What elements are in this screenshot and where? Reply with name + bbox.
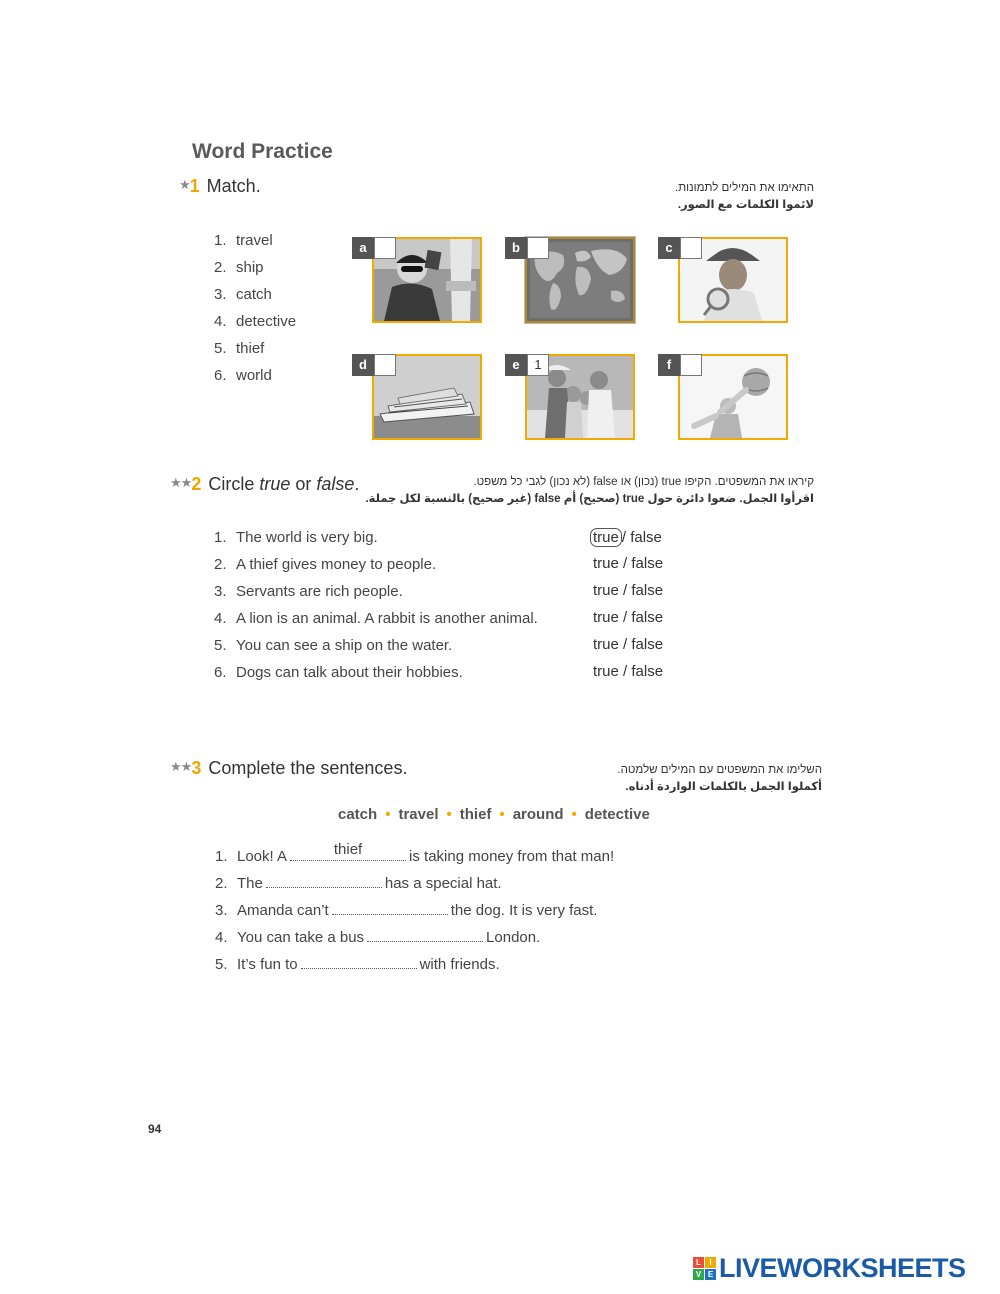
picture-letter-tag: a <box>352 237 374 259</box>
difficulty-stars: ★★ <box>170 475 192 490</box>
sentence-number: 4. <box>215 929 228 946</box>
separator: / <box>618 636 632 653</box>
arabic-instruction: لائموا الكلمات مع الصور. <box>677 199 814 211</box>
sentence-2 <box>215 871 502 894</box>
option-false[interactable]: false <box>631 555 664 572</box>
instruction-true: true <box>259 474 291 494</box>
word-bank-item: thief <box>459 806 492 823</box>
option-true[interactable]: true <box>593 555 619 572</box>
brand-name: LIVEWORKSHEETS <box>719 1252 966 1283</box>
list-item: 4. detective <box>214 313 297 330</box>
list-item: 6. Dogs can talk about their hobbies. <box>214 664 463 681</box>
bullet-icon: • <box>446 806 452 823</box>
list-item: 1. The world is very big. <box>214 529 378 546</box>
picture-letter-tag: b <box>505 237 527 259</box>
answer-box-d[interactable] <box>374 354 396 376</box>
bullet-icon: • <box>385 806 391 823</box>
answer-box-f[interactable] <box>680 354 702 376</box>
sentence-end: with friends. <box>419 956 500 973</box>
option-false[interactable]: false <box>631 663 664 680</box>
answer-box-b[interactable] <box>527 237 549 259</box>
exercise-2-heading <box>170 474 359 495</box>
hebrew-instruction: השלימו את המשפטים עם המילים שלמטה. <box>617 764 822 776</box>
true-false-choice <box>593 609 663 626</box>
arabic-instruction: اقرأوا الجمل. ضعوا دائرة حول true (صحيح) أم false (غير صحيح) بالنسبة لكل جملة. <box>365 493 814 505</box>
list-item: 5. You can see a ship on the water. <box>214 637 453 654</box>
picture-letter-tag: d <box>352 354 374 376</box>
sentence-start: Amanda can’t <box>237 902 329 919</box>
exercise-3-native-instructions <box>617 762 822 796</box>
exercise-instruction: Complete the sentences. <box>208 758 408 778</box>
list-item: 6. world <box>214 367 272 384</box>
exercise-3-heading <box>170 758 407 779</box>
sentence-3 <box>215 898 597 921</box>
option-false[interactable]: false <box>631 609 664 626</box>
picture-c-detective-icon <box>665 237 788 323</box>
hebrew-instruction: התאימו את המילים לתמונות. <box>675 182 814 194</box>
page-number: 94 <box>148 1122 162 1136</box>
option-false[interactable]: false <box>631 582 664 599</box>
exercise-2-native-instructions <box>365 474 814 508</box>
sentence-start: The <box>237 875 263 892</box>
exercise-1-native-instructions <box>675 180 814 214</box>
option-true-selected[interactable]: true <box>590 528 622 547</box>
word-bank-item: detective <box>584 806 650 823</box>
picture-d-ship-icon <box>359 354 482 440</box>
exercise-number: 2 <box>191 474 202 494</box>
sentence-end: London. <box>486 929 541 946</box>
exercise-1-heading <box>179 176 261 197</box>
instruction-or: or <box>290 474 317 494</box>
answer-box-c[interactable] <box>680 237 702 259</box>
answer-blank-5[interactable] <box>301 952 417 969</box>
picture-letter-tag: f <box>658 354 680 376</box>
brand-icon <box>693 1257 716 1280</box>
exercise-number: 3 <box>191 758 202 778</box>
picture-f-catch-ball-icon <box>666 354 788 440</box>
sentence-start: Look! A <box>237 848 288 865</box>
separator: / <box>618 609 632 626</box>
true-false-choice <box>593 582 663 599</box>
sentence-end: is taking money from that man! <box>409 848 615 865</box>
word-bank <box>338 806 650 823</box>
word-bank-item: catch <box>338 806 378 823</box>
picture-letter-tag: c <box>658 237 680 259</box>
answer-box-e[interactable]: 1 <box>527 354 549 376</box>
separator: / <box>618 555 632 572</box>
bullet-icon: • <box>571 806 577 823</box>
list-item: 1. travel <box>214 232 273 249</box>
page-title: Word Practice <box>192 140 333 163</box>
word-bank-item: travel <box>398 806 439 823</box>
word-list <box>214 227 296 389</box>
list-item: 5. thief <box>214 340 265 357</box>
blank-answer: thief <box>333 841 363 858</box>
picture-b-world-map-icon <box>512 237 635 323</box>
list-item: 2. A thief gives money to people. <box>214 556 437 573</box>
picture-letter-tag: e <box>505 354 527 376</box>
answer-blank-3[interactable] <box>332 898 448 915</box>
sentence-number: 1. <box>215 848 228 865</box>
hebrew-instruction: קיראו את המשפטים. הקיפו true (נכון) או false (לא נכון) לגבי כל משפט. <box>473 476 814 488</box>
list-item: 3. Servants are rich people. <box>214 583 403 600</box>
exercise-number: 1 <box>189 176 200 196</box>
sentence-4 <box>215 925 540 948</box>
true-false-list <box>214 524 538 686</box>
sentence-number: 3. <box>215 902 228 919</box>
answer-blank-2[interactable] <box>266 871 382 888</box>
difficulty-stars: ★ <box>179 177 190 192</box>
separator: / <box>621 529 631 546</box>
sentence-start: It’s fun to <box>237 956 298 973</box>
answer-box-a[interactable] <box>374 237 396 259</box>
instruction-false: false <box>316 474 355 494</box>
instruction-text: Circle <box>208 474 260 494</box>
true-false-choice <box>593 636 663 653</box>
separator: / <box>618 582 632 599</box>
option-true[interactable]: true <box>593 636 619 653</box>
exercise-instruction: Match. <box>206 176 261 196</box>
option-true[interactable]: true <box>593 582 619 599</box>
instruction-end: . <box>354 474 360 494</box>
brand-icon-letter: L <box>693 1257 704 1268</box>
sentence-1 <box>215 841 615 867</box>
option-false[interactable]: false <box>631 636 664 653</box>
picture-a-thief-icon <box>359 237 482 323</box>
picture-e-family-travel-icon <box>512 354 635 440</box>
list-item: 2. ship <box>214 259 264 276</box>
sentence-end: has a special hat. <box>384 875 502 892</box>
true-false-choice <box>593 663 663 680</box>
word-bank-item: around <box>512 806 564 823</box>
difficulty-stars: ★★ <box>170 759 192 774</box>
brand-icon-letter: I <box>705 1257 716 1268</box>
brand-icon-letter: V <box>693 1269 704 1280</box>
sentence-number: 5. <box>215 956 228 973</box>
option-false[interactable]: false <box>630 529 662 546</box>
list-item: 4. A lion is an animal. A rabbit is another animal. <box>214 610 538 627</box>
arabic-instruction: أكملوا الجمل بالكلمات الواردة أدناه. <box>625 781 822 793</box>
sentence-number: 2. <box>215 875 228 892</box>
separator: / <box>618 663 632 680</box>
answer-blank-4[interactable] <box>367 925 483 942</box>
answer-blank-1[interactable] <box>290 841 406 861</box>
sentence-5 <box>215 952 500 975</box>
true-false-choice <box>593 528 662 547</box>
bullet-icon: • <box>499 806 505 823</box>
liveworksheets-logo[interactable] <box>693 1253 966 1283</box>
option-true[interactable]: true <box>593 609 619 626</box>
list-item: 3. catch <box>214 286 272 303</box>
option-true[interactable]: true <box>593 663 619 680</box>
true-false-choice <box>593 555 663 572</box>
sentence-end: the dog. It is very fast. <box>450 902 598 919</box>
sentence-start: You can take a bus <box>237 929 365 946</box>
brand-icon-letter: E <box>705 1269 716 1280</box>
